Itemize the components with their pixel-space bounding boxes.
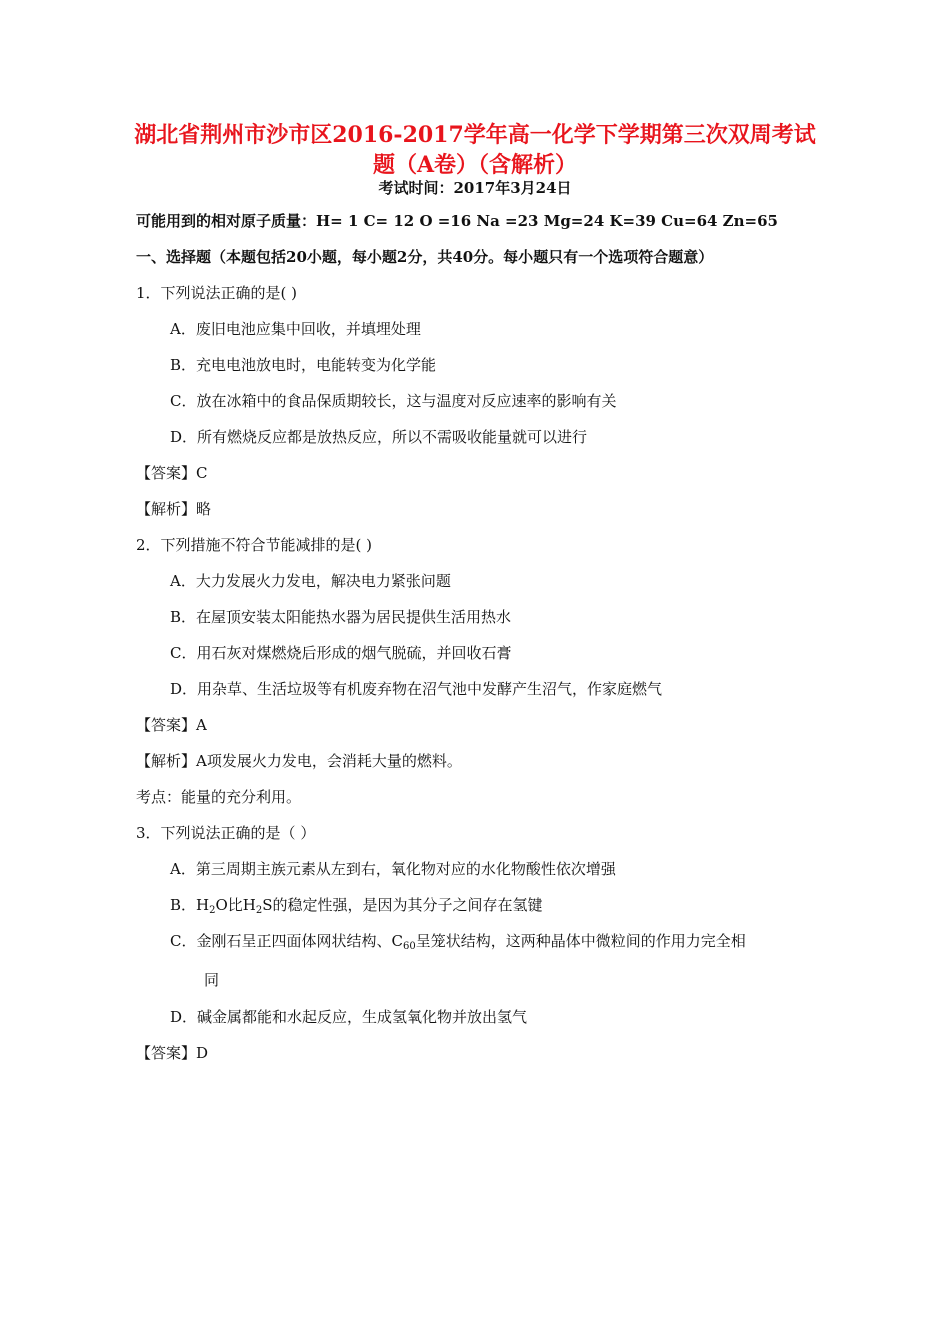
question-2-option-c: C．用石灰对煤燃烧后形成的烟气脱硫，并回收石膏 (170, 644, 512, 662)
subscript-2: 2 (209, 905, 216, 916)
question-3-option-a: A．第三周期主族元素从左到右，氧化物对应的水化物酸性依次增强 (170, 860, 616, 878)
question-1-option-c: C．放在冰箱中的食品保质期较长，这与温度对反应速率的影响有关 (170, 392, 617, 410)
question-2-analysis: 【解析】A项发展火力发电，会消耗大量的燃料。 (136, 752, 462, 770)
subscript-60: 60 (402, 941, 416, 952)
question-2-answer: 【答案】A (136, 716, 207, 734)
question-3-option-b (170, 895, 543, 915)
question-1-option-a: A．废旧电池应集中回收，并填埋处理 (170, 320, 421, 338)
question-1-option-d: D．所有燃烧反应都是放热反应，所以不需吸收能量就可以进行 (170, 428, 588, 446)
question-3-option-c (170, 931, 746, 951)
question-1-analysis: 【解析】略 (136, 500, 212, 518)
question-3-option-c-continuation: 同 (204, 971, 220, 989)
subscript-2: 2 (255, 905, 263, 916)
question-2-option-a: A．大力发展火力发电，解决电力紧张问题 (170, 572, 451, 590)
atomic-masses: 可能用到的相对原子质量：H= 1 C= 12 O =16 Na =23 Mg=24 K=39 Cu=64 Zn=65 (136, 212, 778, 230)
document-title-line-1: 湖北省荆州市沙市区2016-2017学年高一化学下学期第三次双周考试 (134, 122, 816, 148)
option-b-suffix: S的稳定性强，是因为其分子之间存在氢键 (262, 896, 543, 914)
document-title-line-2: 题（A卷）（含解析） (372, 152, 578, 178)
question-2-point: 考点：能量的充分利用。 (136, 788, 302, 806)
question-2-option-d: D．用杂草、生活垃圾等有机废弃物在沼气池中发酵产生沼气，作家庭燃气 (170, 680, 663, 698)
section-heading: 一、选择题（本题包括20小题，每小题2分，共40分。每小题只有一个选项符合题意） (136, 248, 714, 266)
exam-time: 考试时间：2017年3月24日 (378, 179, 572, 197)
option-b-mid: O比H (215, 896, 256, 914)
question-1-option-b: B．充电电池放电时，电能转变为化学能 (170, 356, 437, 374)
question-1-stem: 1．下列说法正确的是( ) (136, 284, 298, 302)
question-3-stem: 3．下列说法正确的是（ ） (136, 824, 316, 842)
question-2-option-b: B．在屋顶安装太阳能热水器为居民提供生活用热水 (170, 608, 512, 626)
question-2-stem: 2．下列措施不符合节能减排的是( ) (136, 536, 373, 554)
question-1-answer: 【答案】C (136, 464, 208, 482)
option-b-prefix: B．H (170, 896, 210, 914)
question-3-answer: 【答案】D (136, 1044, 209, 1062)
option-c-suffix: 呈笼状结构，这两种晶体中微粒间的作用力完全相 (415, 932, 746, 950)
question-3-option-d: D．碱金属都能和水起反应，生成氢氧化物并放出氢气 (170, 1008, 528, 1026)
option-c-prefix: C．金刚石呈正四面体网状结构、C (170, 932, 403, 950)
